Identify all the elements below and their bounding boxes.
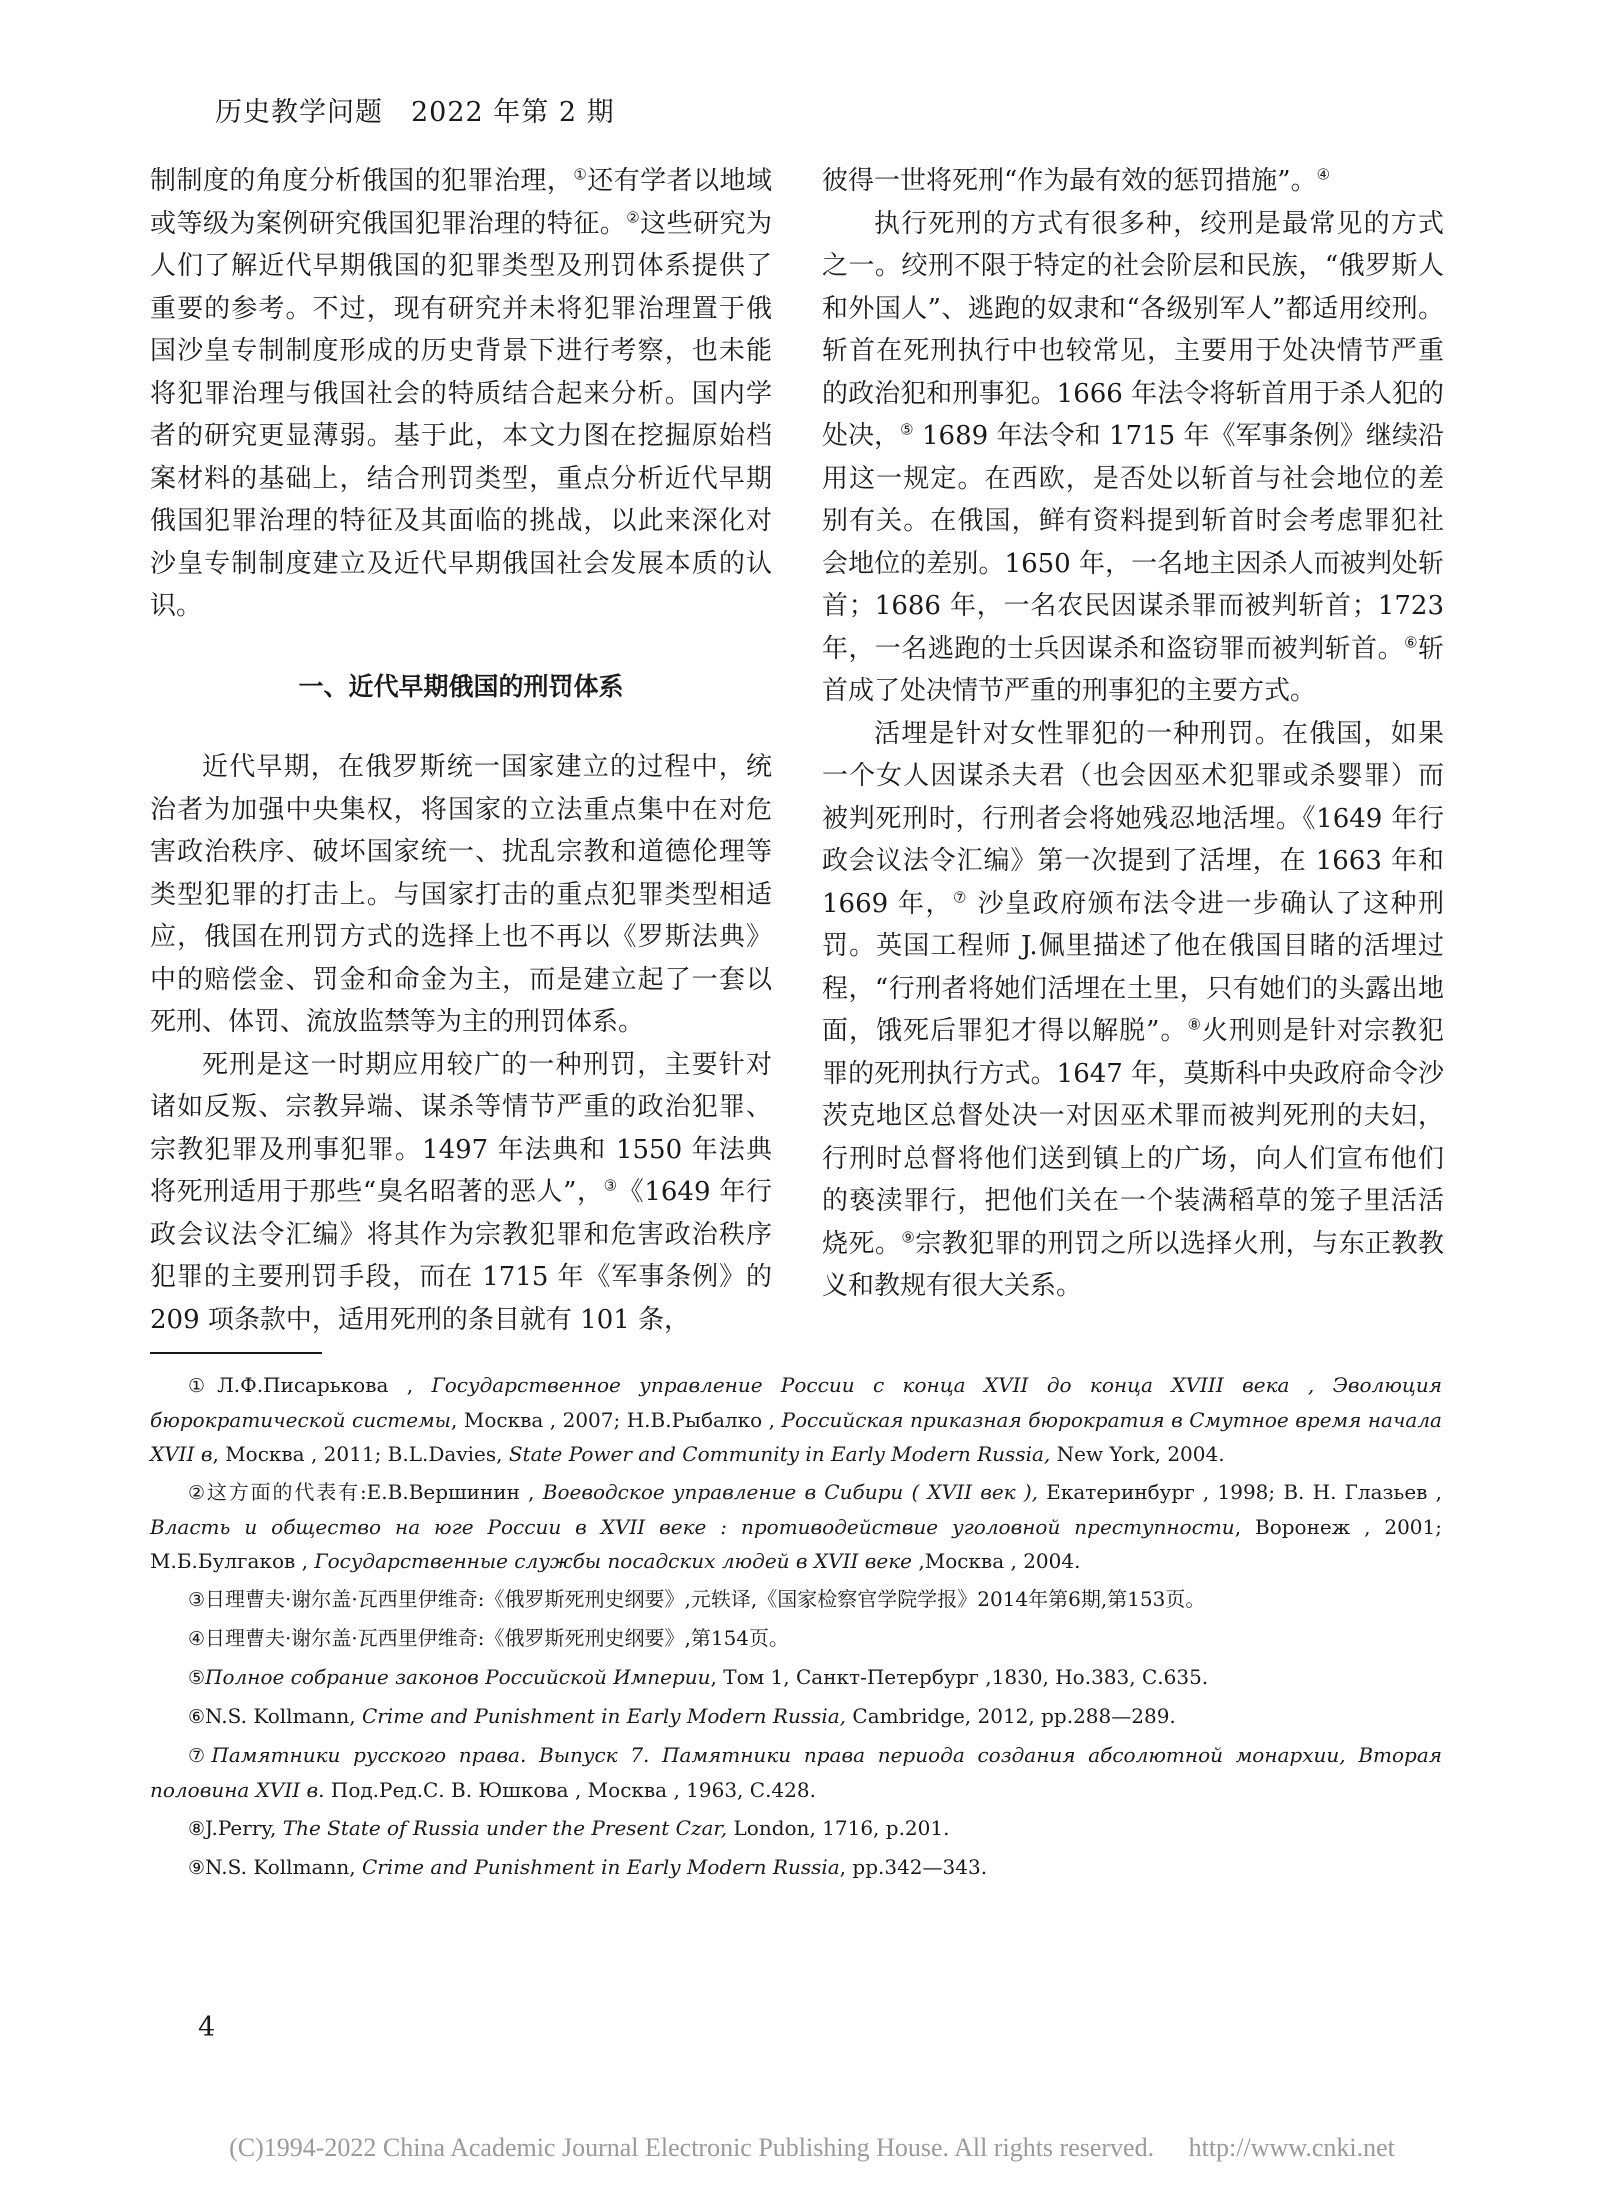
footnote-title: Crime and Punishment in Early Modern Russia [361,1855,840,1879]
footnote-title: Государственное управление России с конца XVII до конца XVIII века , Эволюция бюрократической системы [150,1373,1442,1432]
footnote-text: . Под.Ред.С. В. Юшкова , Москва , 1963, С.428. [318,1778,816,1802]
footnote-1 [150,1368,1442,1471]
footnote-ref[interactable]: ④ [1316,165,1331,184]
footnote-ref[interactable]: ③ [603,1176,618,1195]
footnote-text: 日理曹夫·谢尔盖·瓦西里伊维奇:《俄罗斯死刑史纲要》,第154页。 [205,1626,790,1650]
text-span: 制制度的角度分析俄国的犯罪治理， [150,166,574,196]
footnotes-section [150,1368,1442,1889]
footnote-text: ,Москва , 2004. [912,1549,1081,1573]
paragraph-peter [822,160,1444,203]
text-span: 1689 年法令和 1715 年《军事条例》继续沿用这一规定。在西欧，是否处以斩首与社会地位的差别有关。在俄国，鲜有资料提到斩首时会考虑罪犯社会地位的差别。1650 年，一名地主因杀人而被判处斩首；1686 年，一名农民因谋杀罪而被判斩首；1723 年，一名逃跑的士兵因谋杀和盗窃罪而被判斩首。 [822,421,1445,664]
footnote-mark: ④ [188,1628,206,1650]
footnote-title: Crime and Punishment in Early Modern Russia, [361,1704,847,1728]
footnote-title: Государственные службы посадских людей в XVII веке [314,1549,912,1573]
footnote-text: 日理曹夫·谢尔盖·瓦西里伊维奇:《俄罗斯死刑史纲要》,元轶译,《国家检察官学院学报》2014年第6期,第153页。 [205,1587,1206,1611]
footnote-text: J.Perry, [205,1816,283,1840]
page-number: 4 [198,2012,216,2043]
text-span: 斩首成了处决情节严重的刑事犯的主要方式。 [822,633,1444,706]
footnote-title: Памятники русского права. Выпуск 7. Памятники права периода создания абсолютной монархии, Вторая половина XVII в [150,1743,1442,1802]
text-span: 彼得一世将死刑“作为最有效的惩罚措施”。 [822,166,1317,196]
running-header: 历史教学问题 2022 年第 2 期 [215,97,615,128]
copyright-line [0,2133,1624,2163]
text-span: 死刑是这一时期应用较广的一种刑罚，主要针对诸如反叛、宗教异端、谋杀等情节严重的政治犯罪、宗教犯罪及刑事犯罪。1497 年法典和 1550 年法典将死刑适用于那些“臭名昭著的恶人”， [150,1049,772,1207]
footnote-ref[interactable]: ⑨ [901,1227,916,1246]
footnote-text: , Том 1, Санкт-Петербург ,1830, Но.383, С.635. [710,1665,1209,1689]
footnote-8 [150,1811,1442,1846]
footnote-ref[interactable]: ① [573,165,588,184]
footnote-6 [150,1699,1442,1734]
text-span: 还有学者以地域或等级为案例研究俄国犯罪治理的特征。 [150,166,772,239]
copyright-notice: (C)1994-2022 China Academic Journal Electronic Publishing House. All rights reserved. [229,2133,1155,2162]
text-span: 宗教犯罪的刑罚之所以选择火刑，与东正教教义和教规有很大关系。 [822,1228,1444,1301]
footnote-mark: ⑦ [188,1745,212,1767]
footnote-mark: ⑧ [188,1818,206,1840]
cnki-link[interactable]: http://www.cnki.net [1188,2133,1395,2162]
footnote-9 [150,1850,1442,1885]
paragraph-intro [150,160,772,628]
paragraph-death-penalty [150,1044,772,1342]
text-span: 火刑则是针对宗教犯罪的死刑执行方式。1647 年，莫斯科中央政府命令沙茨克地区总督处决一对因巫术罪而被判死刑的夫妇，行刑时总督将他们送到镇上的广场，向人们宣布他们的亵渎罪行，把他们关在一个装满稻草的笼子里活活烧死。 [822,1016,1444,1259]
footnote-4 [150,1621,1442,1656]
footnote-mark: ② [188,1482,207,1504]
footnote-mark: ① [188,1375,218,1397]
text-span: 《1649 年行政会议法令汇编》将其作为宗教犯罪和危害政治秩序犯罪的主要刑罚手段，而在 1715 年《军事条例》的 209 项条款中，适用死刑的条目就有 101 条， [150,1177,772,1335]
footnote-title: The State of Russia under the Present Czar, [282,1816,728,1840]
footnote-text: Л.Ф.Писарькова , [217,1373,432,1397]
footnote-title: State Power and Community in Early Modern Russia, [508,1442,1051,1466]
footnote-text: N.S. Kollmann, [205,1855,362,1879]
footnote-text: , Москва , 2011; B.L.Davies, [212,1442,509,1466]
footnote-ref[interactable]: ⑤ [900,420,914,439]
paragraph-penal-system: 近代早期，在俄罗斯统一国家建立的过程中，统治者为加强中央集权，将国家的立法重点集中在对危害政治秩序、破坏国家统一、扰乱宗教和道德伦理等类型犯罪的打击上。与国家打击的重点犯罪类型相适应，俄国在刑罚方式的选择上也不再以《罗斯法典》中的赔偿金、罚金和命金为主，而是建立起了一套以死刑、体罚、流放监禁等为主的刑罚体系。 [150,752,772,1037]
footnote-title: Полное собрание законов Российской Империи [205,1665,711,1689]
footnote-text: , pp.342—343. [839,1855,988,1879]
footnote-text: London, 1716, p.201. [727,1816,950,1840]
footnote-divider [150,1352,322,1354]
footnote-text: 这方面的代表有:Е.В.Вершинин , [206,1480,543,1504]
text-span: 执行死刑的方式有很多种，绞刑是最常见的方式之一。绞刑不限于特定的社会阶层和民族，“俄罗斯人和外国人”、逃跑的奴隶和“各级别军人”都适用绞刑。斩首在死刑执行中也较常见，主要用于处决情节严重的政治犯和刑事犯。1666 年法令将斩首用于杀人犯的处决， [822,208,1444,451]
text-span: 这些研究为人们了解近代早期俄国的犯罪类型及刑罚体系提供了重要的参考。不过，现有研究并未将犯罪治理置于俄国沙皇专制制度形成的历史背景下进行考察，也未能将犯罪治理与俄国社会的特质结合起来分析。国内学者的研究更显薄弱。基于此，本文力图在挖掘原始档案材料的基础上，结合刑罚类型，重点分析近代早期俄国犯罪治理的特征及其面临的挑战，以此来深化对沙皇专制制度建立及近代早期俄国社会发展本质的认识。 [150,208,772,621]
footnote-mark: ⑥ [188,1706,206,1728]
footnote-text: , Москва , 2007; Н.В.Рыбалко , [450,1408,782,1432]
left-column [150,160,772,1341]
footnote-ref[interactable]: ② [626,207,641,226]
footnote-mark: ⑨ [188,1857,206,1879]
footnote-3 [150,1582,1442,1617]
right-column [822,160,1444,1308]
footnote-7 [150,1738,1442,1807]
footnote-ref[interactable]: ⑧ [1187,1015,1202,1034]
footnote-title: Российская приказная бюрократия в Смутное время начала XVII в [150,1408,1442,1466]
paragraph-execution-methods [822,203,1444,713]
text-span: 活埋是针对女性罪犯的一种刑罚。在俄国，如果一个女人因谋杀夫君（也会因巫术犯罪或杀婴罪）而被判死刑时，行刑者会将她残忍地活埋。《1649 年行政会议法令汇编》第一次提到了活埋，在 1663 年和 1669 年， [822,718,1444,919]
footnote-2 [150,1475,1442,1578]
paragraph-burial [822,713,1444,1308]
footnote-mark: ⑤ [188,1667,206,1689]
footnote-text: , Воронеж , 2001; М.Б.Булгаков , [150,1515,1442,1573]
text-span: 沙皇政府颁布法令进一步确认了这种刑罚。英国工程师 J.佩里描述了他在俄国目睹的活埋过程，“行刑者将她们活埋在土里，只有她们的头露出地面，饿死后罪犯才得以解脱”。 [822,888,1444,1046]
section-heading: 一、近代早期俄国的刑罚体系 [298,671,624,701]
footnote-text: Cambridge, 2012, pp.288—289. [846,1704,1176,1728]
footnote-text: N.S. Kollmann, [205,1704,362,1728]
footnote-title: Воеводское управление в Сибири ( XVII век ), [542,1480,1039,1504]
footnote-5 [150,1660,1442,1695]
footnote-text: New York, 2004. [1050,1442,1225,1466]
footnote-mark: ③ [188,1589,206,1611]
footnote-ref[interactable]: ⑥ [1404,632,1418,651]
footnote-text: Екатеринбург , 1998; В. Н. Глазьев , [1038,1480,1442,1504]
footnote-title: Власть и общество на юге России в XVII веке : противодействие уголовной преступности [150,1515,1235,1539]
footnote-ref[interactable]: ⑦ [952,887,968,906]
